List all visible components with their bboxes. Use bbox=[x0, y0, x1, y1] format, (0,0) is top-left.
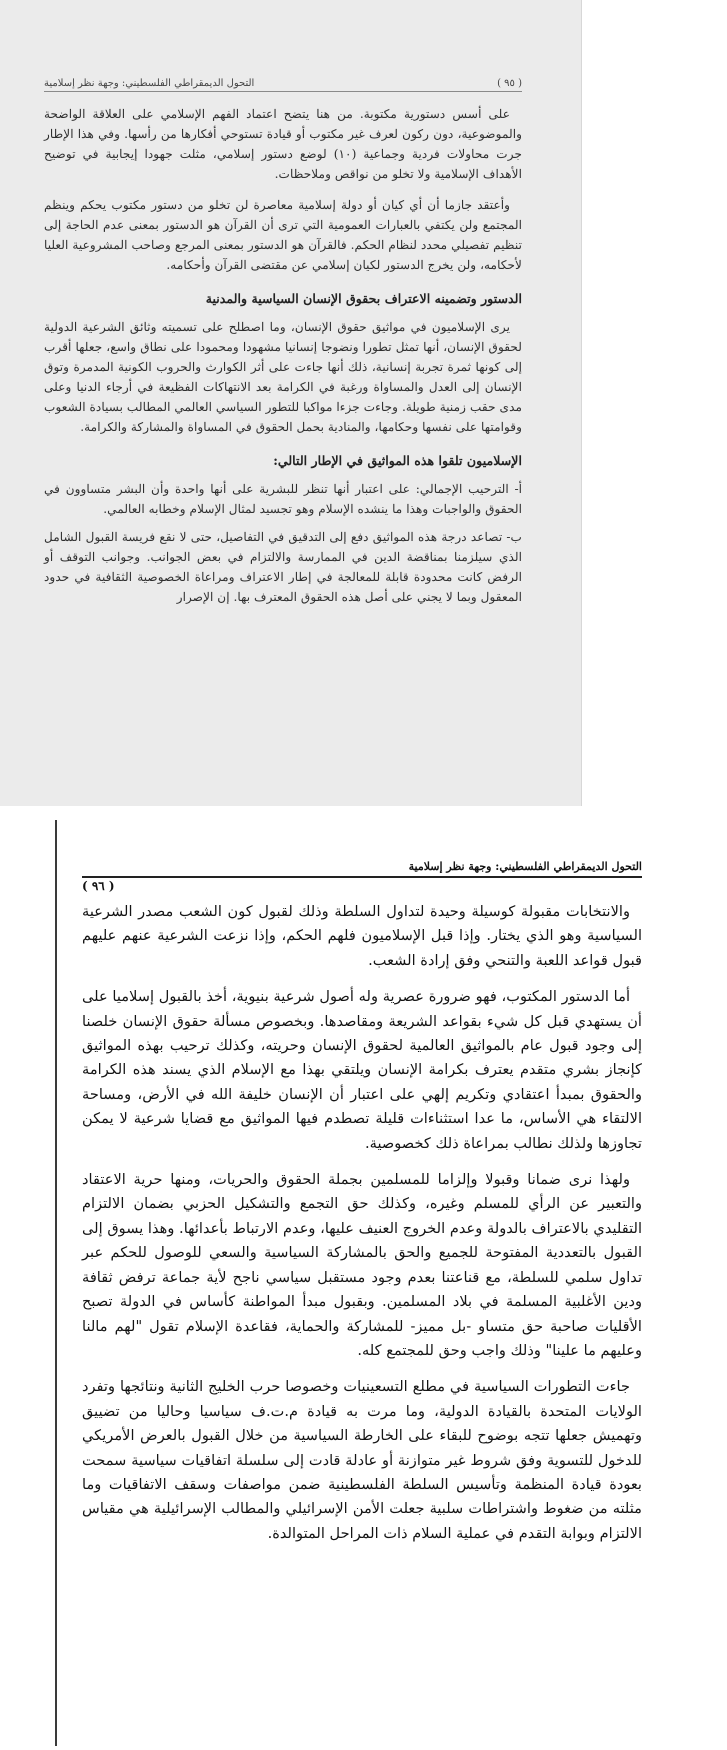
page-header bbox=[44, 74, 522, 92]
paragraph: ولهذا نرى ضمانا وقبولا وإلزاما للمسلمين بجملة الحقوق والحريات، ومنها حرية الاعتقاد والتعبير عن الرأي للمسلم وغيره، وكذلك حق التجمع والتشكيل الحزبي بضمان الالتزام التقليدي بالاعتراف بالدولة وعدم الخروج العنيف عليها، وعدم الارتباط بأعدائها. وهذا يسوق إلى القبول بالتعددية المفتوحة للجميع والحق بالمشاركة السياسية والسعي للوصول للحكم عبر تداول سلمي للسلطة، مع قناعتنا بعدم وجود مستقبل سياسي ناجح لأية جماعة ترفض ثقافة ودين الأغلبية المسلمة في بلاد المسلمين. وبقبول مبدأ المواطنة كأساس في الدولة تصبح الأقليات صاحبة حق متساو -بل مميز- للمشاركة والحماية، فقاعدة الإسلام تقول "لهم مالنا وعليهم ما علينا" وذلك واجب وحق للمجتمع كله. bbox=[82, 1171, 642, 1359]
paragraph: يرى الإسلاميون في مواثيق حقوق الإنسان، وما اصطلح على تسميته وثائق الشرعية الدولية لحقوق الإنسان، أنها تمثل تطورا ونضوجا إنسانيا مشهودا ومحمودا على نطاق واسع، جعلها أقرب إلى كونها ثمرة تجربة إنسانية، ذلك أنها جاءت على أثر الكوارث والحروب الكونية المدمرة وتوق الإنسان إلى العدل والمساواة ورغبة في الكرامة بعد الانتهاكات الفظيعة في أرجاء الدنيا وعلى مدى حقب زمنية طويلة. وجاءت جزءا مواكبا للتطور السياسي العالمي المطالب بسيادة الشعوب وقوامتها على نفسها وحكامها، والمنادية بحمل الحقوق في المساواة والمشاركة والكرامة. bbox=[44, 320, 522, 434]
page-body bbox=[44, 104, 522, 615]
binding-line bbox=[55, 820, 57, 1746]
paragraph: والانتخابات مقبولة كوسيلة وحيدة لتداول السلطة وذلك لقبول كون الشعب مصدر الشرعية السياسية وهو الذي يختار. وإذا قبل الإسلاميون فلهم الحكم، وإذا نزعت الشرعية عنهم عليهم قبول قواعد اللعبة والتنحي وفق إرادة الشعب. bbox=[82, 903, 642, 969]
section-heading: الدستور وتضمينه الاعتراف بحقوق الإنسان السياسية والمدنية bbox=[205, 291, 522, 306]
list-item bbox=[44, 479, 522, 519]
paragraph: جاءت التطورات السياسية في مطلع التسعينيات وخصوصا حرب الخليج الثانية ونتائجها وتفرد الولايات المتحدة بالقيادة الدولية، وما مرت به قيادة م.ت.ف سياسيا وحاليا من تضييق وتهميش جعلها تتجه بوضوح للبقاء على الخارطة السياسية من خلال القبول بالعرض الأمريكي للدخول للتسوية وفق شروط غير متوازنة أو عادلة قادت إلى سلسلة اتفاقيات سياسية سمحت بعودة قيادة المنظمة وتأسيس السلطة الفلسطينية ضمن مواصفات وسقف الاتفاقيات وما مثلته من ضغوط واشتراطات سلبية جعلت الأمن الإسرائيلي والمطالب الإسرائيلية هي مقياس الالتزام وبوابة التقدم في عملية السلام ذات المراحل المتوالدة. bbox=[82, 1378, 642, 1542]
page-body bbox=[82, 900, 642, 1558]
scanned-page-95 bbox=[0, 0, 582, 806]
list-marker: ب- bbox=[506, 530, 522, 544]
paragraph: أما الدستور المكتوب، فهو ضرورة عصرية وله أصول شرعية بنيوية، أخذ بالقبول إسلاميا على أن يستهدي قبل كل شيء بقواعد الشريعة ومقاصدها. وبخصوص مسألة حقوق الإنسان خلصنا إلى وجود قبول عام بالمواثيق العالمية لحقوق الإنسان وحريته، وكذلك ترحيب بهذه المواثيق كإنجاز بشري متقدم يعترف بكرامة الإنسان ويلتقي بهذا مع الإسلام الذي يسند هذه الكرامة والحقوق بمبدأ اعتقادي وتكريم إلهي على اعتبار أن الإنسان خليفة الله في الأرض، ومساحة الالتقاء هي الأساس، ما عدا استثناءات قليلة تصطدم فيها المواثيق مع قضايا شرعية لا يمكن تجاوزها ولذلك نطالب بمراعاة ذلك كخصوصية. bbox=[82, 988, 642, 1152]
list-item-text: الترحيب الإجمالي: على اعتبار أنها تنظر للبشرية على أنها واحدة وأن البشر متساوون في الحقوق والواجبات وهذا ما ينشده الإسلام وهو تجسيد لمثال الإسلام وخطابه العالمي. bbox=[44, 482, 522, 516]
list-item-text: تصاعد درجة هذه المواثيق دفع إلى التدقيق في التفاصيل، حتى لا نقع فريسة القبول الشامل الذي سيلزمنا بمناقضة الدين في الممارسة والالتزام في بعض الجوانب. وجوانب التوقف أو الرفض كانت محدودة قابلة للمعالجة في إطار الاعتراف ومراعاة الخصوصية الثقافية في حدود المعقول وبما لا يجني على أصل هذه الحقوق المعترف بها. إن الإصرار bbox=[44, 530, 522, 604]
paragraph: وأعتقد جازما أن أي كيان أو دولة إسلامية معاصرة لن تخلو من دستور مكتوب يحكم وينظم المجتمع ولن يكتفي بالعبارات العمومية التي ترى أن القرآن هو الدستور بمعنى عدم الحاجة إلى تنظيم تفصيلي محدد لنظام الحكم. فالقرآن هو الدستور بمعنى المرجع وصاحب المشروعية العليا لأحكامه، ولن يخرج الدستور لكيان إسلامي عن مقتضى القرآن وأحكامه. bbox=[44, 198, 522, 272]
list-item bbox=[44, 527, 522, 607]
running-title: التحول الديمقراطي الفلسطيني: وجهة نظر إسلامية bbox=[408, 860, 642, 873]
scanned-page-96 bbox=[0, 808, 727, 1750]
page-number: ( ٩٥ ) bbox=[497, 78, 522, 89]
section-heading: الإسلاميون تلقوا هذه المواثيق في الإطار التالي: bbox=[273, 453, 522, 468]
running-title: التحول الديمقراطي الفلسطيني: وجهة نظر إسلامية bbox=[44, 78, 255, 89]
paragraph: على أسس دستورية مكتوبة. من هنا يتضح اعتماد الفهم الإسلامي على العلاقة الواضحة والموضوعية، دون ركون لعرف غير مكتوب أو قيادة تستوحي أفكارها من رأسها. وفي هذا الإطار جرت محاولات فردية وجماعية (١٠) لوضع دستور إسلامي، مثلت جهودا إيجابية في توضيح الأهداف الإسلامية ولا تخلو من نواقص وملاحظات. bbox=[44, 107, 522, 181]
page-number: ( ٩٦ ) bbox=[82, 879, 115, 893]
list-marker: أ- bbox=[514, 482, 522, 496]
page-header bbox=[82, 856, 642, 893]
